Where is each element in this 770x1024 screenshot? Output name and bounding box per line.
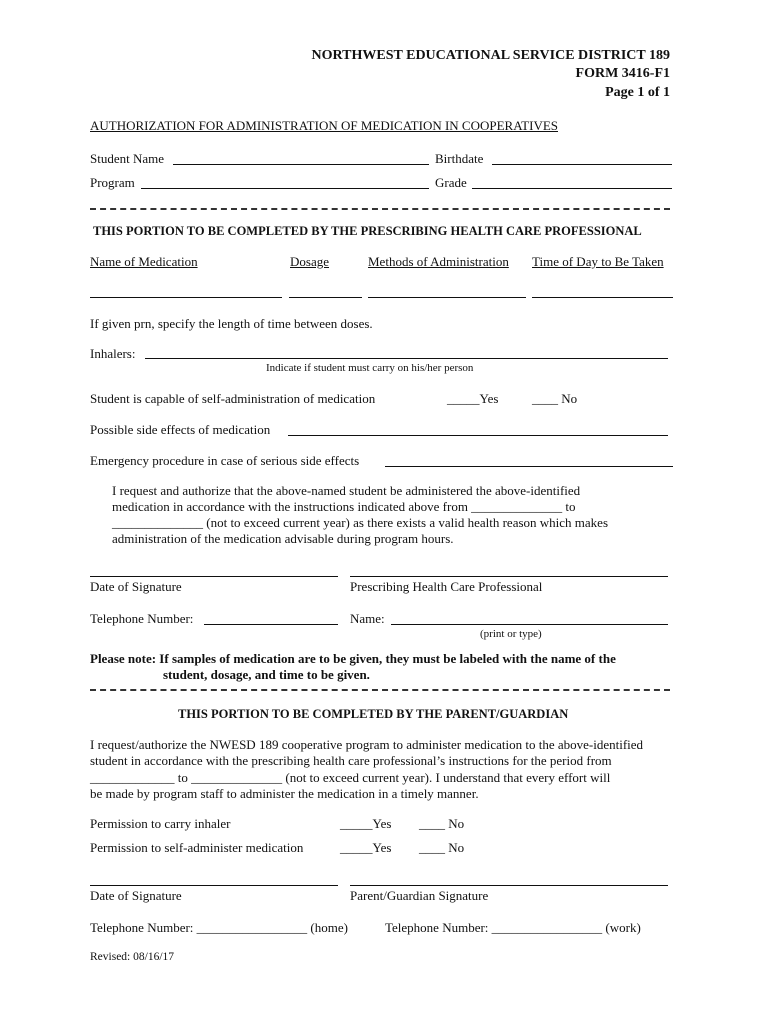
self-admin-no[interactable]: ____ No	[532, 391, 578, 406]
prescriber-heading: THIS PORTION TO BE COMPLETED BY THE PRESCRIBING HEALTH CARE PROFESSIONAL	[93, 224, 642, 238]
dosage-field[interactable]	[289, 297, 362, 298]
birthdate-label: Birthdate	[435, 151, 484, 166]
prescriber-name-field[interactable]	[391, 624, 668, 625]
col-medication: Name of Medication	[90, 254, 198, 269]
self-administer-yes[interactable]: _____Yes	[340, 840, 392, 855]
form-number: FORM 3416-F1	[575, 66, 670, 81]
section-divider	[90, 689, 670, 691]
form-title: AUTHORIZATION FOR ADMINISTRATION OF MEDICATION IN COOPERATIVES	[90, 118, 558, 133]
district-name: NORTHWEST EDUCATIONAL SERVICE DISTRICT 189	[311, 48, 670, 63]
side-effects-field[interactable]	[288, 435, 668, 436]
prescriber-phone-field[interactable]	[204, 624, 338, 625]
parent-date-signature-label: Date of Signature	[90, 888, 182, 903]
col-time: Time of Day to Be Taken	[532, 254, 664, 269]
parent-heading: THIS PORTION TO BE COMPLETED BY THE PARENT/GUARDIAN	[178, 707, 569, 721]
program-field[interactable]	[141, 188, 429, 189]
inhalers-note: Indicate if student must carry on his/her person	[266, 362, 474, 374]
grade-label: Grade	[435, 175, 467, 190]
prescriber-phone-label: Telephone Number:	[90, 611, 194, 626]
methods-field[interactable]	[368, 297, 526, 298]
prescriber-signature-field[interactable]	[350, 576, 668, 577]
program-label: Program	[90, 175, 135, 190]
grade-field[interactable]	[472, 188, 672, 189]
parent-phone-home[interactable]: Telephone Number: _________________ (home)	[90, 920, 348, 935]
section-divider	[90, 208, 670, 210]
student-name-label: Student Name	[90, 151, 165, 166]
prn-instruction: If given prn, specify the length of time between doses.	[90, 316, 373, 331]
student-name-field[interactable]	[173, 164, 429, 165]
prescriber-date-signature-label: Date of Signature	[90, 579, 182, 594]
samples-note-line-1: Please note: If samples of medication are to be given, they must be labeled with the name of the	[90, 651, 616, 666]
parent-para-line-2: student in accordance with the prescribing health care professional’s instructions for the period from	[90, 753, 612, 768]
parent-date-signature-field[interactable]	[90, 885, 338, 886]
col-methods: Methods of Administration	[368, 254, 509, 269]
emergency-label: Emergency procedure in case of serious side effects	[90, 453, 360, 468]
carry-inhaler-no[interactable]: ____ No	[419, 816, 465, 831]
carry-inhaler-yes[interactable]: _____Yes	[340, 816, 392, 831]
auth-line-3: ______________ (not to exceed current year) as there exists a valid health reason which makes	[112, 515, 608, 530]
guardian-signature-label: Parent/Guardian Signature	[350, 888, 489, 903]
auth-line-1: I request and authorize that the above-named student be administered the above-identified	[112, 483, 581, 498]
guardian-signature-field[interactable]	[350, 885, 668, 886]
self-admin-yes[interactable]: _____Yes	[447, 391, 499, 406]
auth-line-4: administration of the medication advisable during program hours.	[112, 531, 454, 546]
parent-para-line-3: _____________ to ______________ (not to exceed current year). I understand that every effort will	[90, 770, 611, 785]
col-dosage: Dosage	[290, 254, 329, 269]
time-field[interactable]	[532, 297, 673, 298]
prescriber-name-label: Name:	[350, 611, 385, 626]
emergency-field[interactable]	[385, 466, 673, 467]
self-administer-no[interactable]: ____ No	[419, 840, 465, 855]
self-administer-label: Permission to self-administer medication	[90, 840, 304, 855]
inhalers-label: Inhalers:	[90, 346, 136, 361]
medication-field[interactable]	[90, 297, 282, 298]
print-or-type-note: (print or type)	[480, 628, 542, 640]
page-indicator: Page 1 of 1	[605, 85, 670, 100]
auth-line-2: medication in accordance with the instructions indicated above from ______________ to	[112, 499, 576, 514]
revised-date: Revised: 08/16/17	[90, 951, 175, 963]
parent-para-line-1: I request/authorize the NWESD 189 cooperative program to administer medication to the above-identified	[90, 737, 644, 752]
side-effects-label: Possible side effects of medication	[90, 422, 271, 437]
carry-inhaler-label: Permission to carry inhaler	[90, 816, 231, 831]
inhalers-field[interactable]	[145, 358, 668, 359]
prescriber-professional-label: Prescribing Health Care Professional	[350, 579, 543, 594]
prescriber-date-signature-field[interactable]	[90, 576, 338, 577]
parent-para-line-4: be made by program staff to administer the medication in a timely manner.	[90, 786, 479, 801]
parent-phone-work[interactable]: Telephone Number: _________________ (work)	[385, 920, 641, 935]
samples-note-line-2: student, dosage, and time to be given.	[163, 667, 370, 682]
self-admin-text: Student is capable of self-administration of medication	[90, 391, 376, 406]
birthdate-field[interactable]	[492, 164, 672, 165]
